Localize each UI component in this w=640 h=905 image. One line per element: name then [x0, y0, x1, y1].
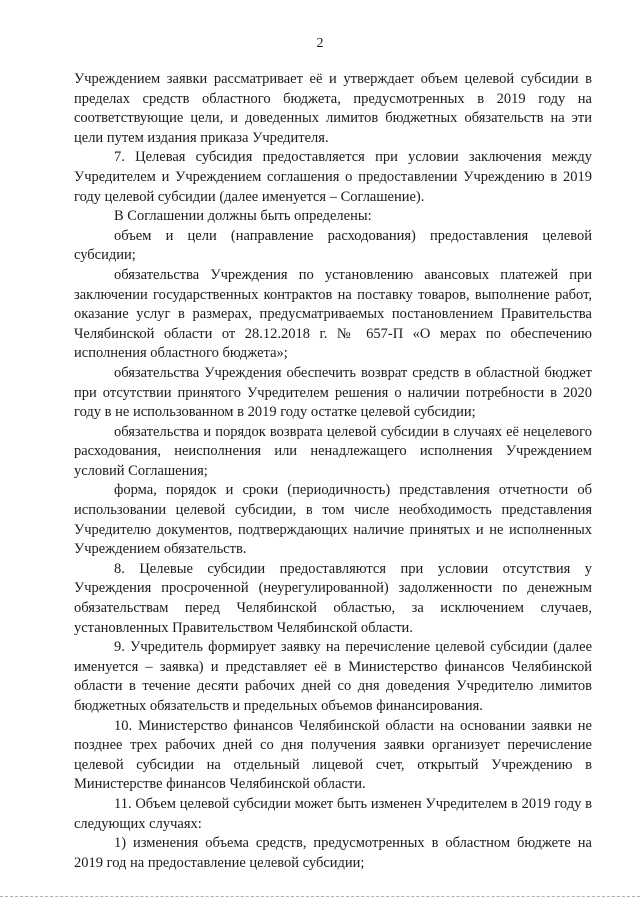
document-body	[74, 70, 592, 873]
paragraph-clause-8: 8. Целевые субсидии предоставляются при условии отсутствия у Учреждения просроченной (неурегулированной) задолженности по денежным обязательствам перед Челябинской областью, за исключением случаев, установленных Правительством Челябинской области.	[74, 560, 592, 636]
paragraph-agreement-item-1: объем и цели (направление расходования) предоставления целевой субсидии;	[74, 227, 592, 264]
bottom-scan-edge	[0, 896, 640, 897]
paragraph-agreement-intro: В Соглашении должны быть определены:	[114, 208, 372, 225]
paragraph-clause-9: 9. Учредитель формирует заявку на перечисление целевой субсидии (далее именуется – заявка) и представляет её в Министерство финансов Челябинской области в течение десяти рабочих дней со дня доведения Учредителю лимитов бюджетных обязательств и предельных объемов финансирования.	[74, 639, 592, 714]
paragraph-agreement-item-5: форма, порядок и сроки (периодичность) представления отчетности об использовании целевой субсидии, в том числе необходимость представления Учредителю документов, подтверждающих наличие принятых и не исполненных Учреждением обязательств.	[74, 482, 592, 558]
paragraph-continuation: Учреждением заявки рассматривает её и утверждает объем целевой субсидии в пределах средств областного бюджета, предусмотренных в 2019 году на соответствующие цели, и доведенных лимитов бюджетных обязательств на эти цели путем издания приказа Учредителя.	[74, 71, 592, 146]
paragraph-clause-11: 11. Объем целевой субсидии может быть изменен Учредителем в 2019 году в следующих случаях:	[74, 795, 592, 832]
paragraph-clause-11-item-1: 1) изменения объема средств, предусмотренных в областном бюджете на 2019 год на предоставление целевой субсидии;	[74, 835, 592, 871]
paragraph-agreement-item-4: обязательства и порядок возврата целевой субсидии в случаях её нецелевого расходования, неисполнения или ненадлежащего исполнения Учреждением условий Соглашения;	[74, 423, 592, 479]
paragraph-clause-10: 10. Министерство финансов Челябинской области на основании заявки не позднее трех рабочих дней со дня получения заявки организует перечисление целевой субсидии на отдельный лицевой счет, открытый Учреждению в Министерстве финансов Челябинской области.	[74, 717, 592, 793]
paragraph-agreement-item-2: обязательства Учреждения по установлению авансовых платежей при заключении государственных контрактов на поставку товаров, выполнение работ, оказание услуг в размерах, предусматриваемых постановлением Правительства Челябинской области от 28.12.2018 г. № 657-П «О мерах по обеспечению исполнения областного бюджета»;	[74, 266, 592, 362]
paragraph-agreement-item-3: обязательства Учреждения обеспечить возврат средств в областной бюджет при отсутствии принятого Учредителем решения о наличии потребности в 2020 году в не использованном в 2019 году остатке целевой субсидии;	[74, 364, 592, 421]
paragraph-clause-7: 7. Целевая субсидия предоставляется при условии заключения между Учредителем и Учреждением соглашения о предоставлении Учреждению в 2019 году целевой субсидии (далее именуется – Соглашение).	[74, 149, 592, 205]
page-number: 2	[316, 36, 324, 51]
